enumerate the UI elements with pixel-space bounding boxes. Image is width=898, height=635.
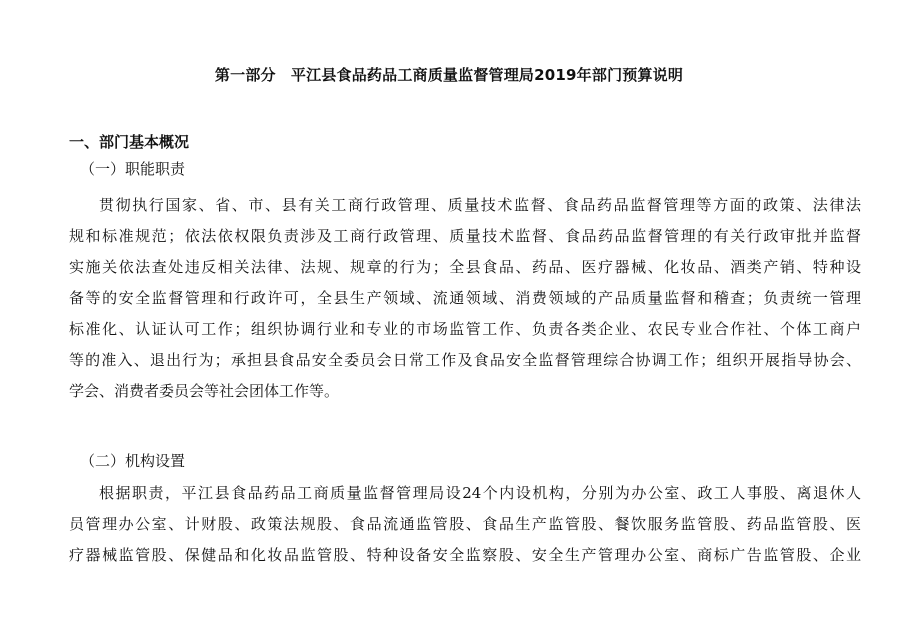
paragraph-organization — [69, 478, 861, 608]
paragraph-line: 疗器械监管股、保健品和化妆品监管股、特种设备安全监察股、安全生产管理办公室、商标广告监管股、企业 — [69, 546, 861, 564]
paragraph-line: 根据职责，平江县食品药品工商质量监督管理局设24个内设机构，分别为办公室、政工人事股、离退休人 — [99, 484, 861, 502]
paragraph-line: 备等的安全监督管理和行政许可，全县生产领域、流通领域、消费领域的产品质量监督和稽查；负责统一管理 — [69, 289, 861, 307]
paragraph-functions — [69, 190, 861, 420]
document-title: 第一部分 平江县食品药品工商质量监督管理局2019年部门预算说明 — [214, 66, 684, 84]
subsection-heading-functions: （一）职能职责 — [80, 160, 186, 178]
paragraph-line: 学会、消费者委员会等社会团体工作等。 — [69, 382, 340, 400]
paragraph-line: 规和标准规范；依法依权限负责涉及工商行政管理、质量技术监督、食品药品监督管理的有关行政审批并监督 — [69, 227, 861, 245]
subsection-heading-organization: （二）机构设置 — [80, 452, 186, 470]
paragraph-line: 实施关依法查处违反相关法律、法规、规章的行为；全县食品、药品、医疗器械、化妆品、酒类产销、特种设 — [69, 258, 861, 276]
paragraph-line: 等的准入、退出行为；承担县食品安全委员会日常工作及食品安全监督管理综合协调工作；组织开展指导协会、 — [69, 351, 861, 369]
paragraph-line: 员管理办公室、计财股、政策法规股、食品流通监管股、食品生产监管股、餐饮服务监管股、药品监管股、医 — [69, 515, 861, 533]
paragraph-line: 贯彻执行国家、省、市、县有关工商行政管理、质量技术监督、食品药品监督管理等方面的政策、法律法 — [99, 196, 861, 214]
paragraph-line: 标准化、认证认可工作；组织协调行业和专业的市场监管工作、负责各类企业、农民专业合作社、个体工商户 — [69, 320, 861, 338]
section-heading-basic-overview: 一、部门基本概况 — [69, 133, 190, 151]
